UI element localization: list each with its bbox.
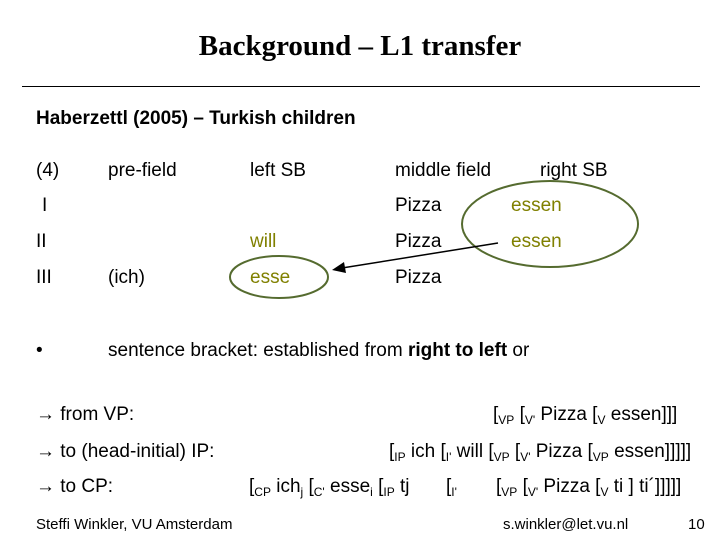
cp-structure-part2: [$_{I'}$ <box>446 476 457 499</box>
row1-middle: Pizza <box>395 195 442 216</box>
page-number: 10 <box>688 516 705 533</box>
row2-middle: Pizza <box>395 231 442 252</box>
arrow-item-cp: → to CP: <box>36 476 114 497</box>
header-middle-field: middle field <box>395 160 492 181</box>
row3-left-sb: esse <box>250 267 291 288</box>
slide-title: Background – L1 transfer <box>198 30 522 62</box>
footer-author: Steffi Winkler, VU Amsterdam <box>36 516 233 533</box>
row-label-2: II <box>36 231 47 252</box>
bullet-icon: • <box>36 340 43 361</box>
arrow-item-vp: → from VP: <box>36 404 135 425</box>
right-arrow-icon: → <box>36 441 55 462</box>
right-arrow-icon: → <box>36 476 55 497</box>
movement-arrow-head <box>332 262 346 273</box>
right-arrow-icon: → <box>36 404 55 425</box>
row3-prefield: (ich) <box>108 267 145 288</box>
row3-middle: Pizza <box>395 267 442 288</box>
right-sb-circle <box>462 181 638 267</box>
ip-structure: [$_{IP}$ ich [$_{I'}$ will [$_{VP}$ [$_{V'}$ Pizza [$_{VP}$ essen]]]]] <box>389 441 692 464</box>
movement-arrow-line <box>342 243 498 268</box>
row2-left-sb: will <box>250 231 277 252</box>
row1-right-sb: essen <box>511 195 562 216</box>
vp-structure: [$_{VP}$ [$_{V'}$ Pizza [$_V$ essen]]] <box>493 404 678 427</box>
row-label-1: I <box>42 195 48 216</box>
example-number: (4) <box>36 160 60 181</box>
cp-structure-part3: [$_{VP}$ [$_{V'}$ Pizza [$_V$ ti ] ti´]]]]] <box>496 476 682 499</box>
footer-email: s.winkler@let.vu.nl <box>503 516 629 533</box>
bullet-text: sentence bracket: established from right to left or <box>108 340 530 361</box>
esse-circle <box>230 256 328 298</box>
slide-subtitle: Haberzettl (2005) – Turkish children <box>36 108 356 129</box>
header-prefield: pre-field <box>108 160 177 181</box>
row-label-3: III <box>36 267 52 288</box>
arrow-item-ip: → to (head-initial) IP: <box>36 441 215 462</box>
header-left-sb: left SB <box>250 160 306 181</box>
header-right-sb: right SB <box>540 160 608 181</box>
cp-structure-part1: [$_{CP}$ ich$_j$ [$_{C'}$ esse$_i$ [$_{IP}$ tj <box>249 476 410 499</box>
row2-right-sb: essen <box>511 231 562 252</box>
